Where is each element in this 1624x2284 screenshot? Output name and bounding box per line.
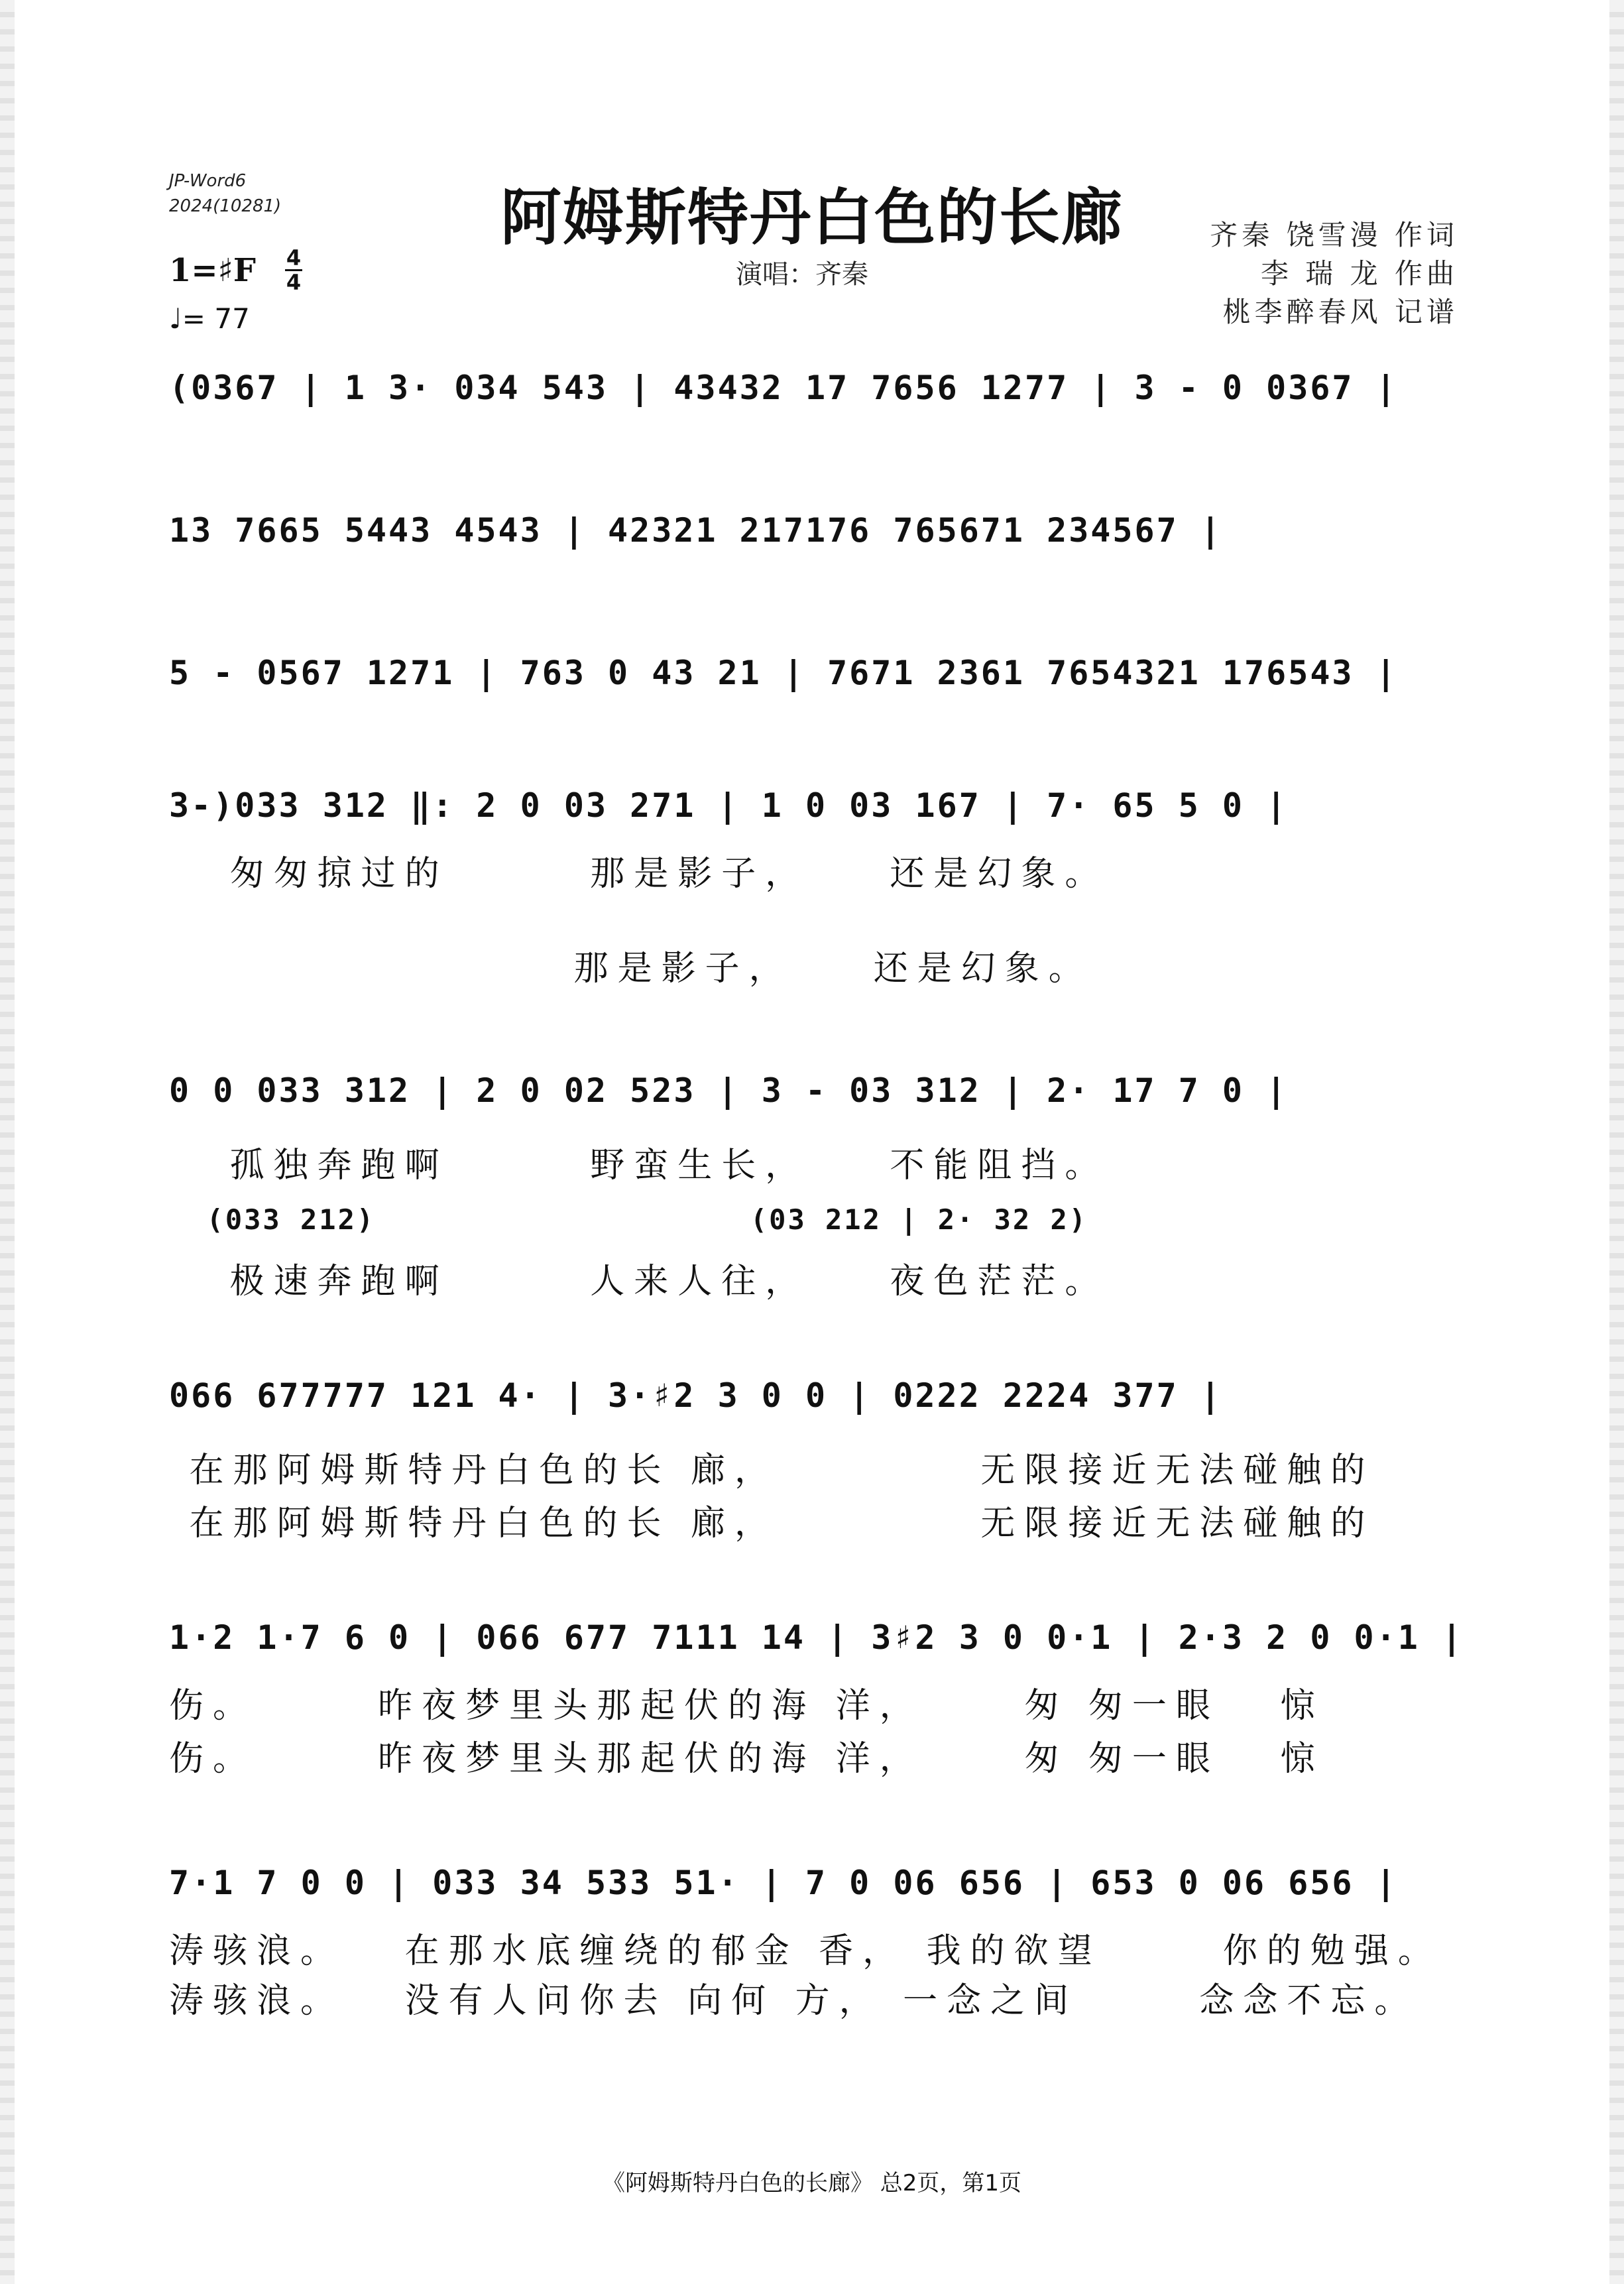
score-system-3: 5 - 0567 1271 | 763 0 43 21 | 7671 2361 7654321 176543 | [169, 654, 1398, 692]
lyric-verse-1: 匆匆掠过的 那是影子， 还是幻象。 [169, 854, 1109, 894]
time-denominator: 4 [286, 270, 302, 295]
time-numerator: 4 [286, 245, 302, 270]
score-system-7: 066 677777 121 4· | 3·♯2 3 0 0 | 0222 2224 377 | [169, 1376, 1222, 1415]
score-system-6: (033 212) (03 212 | 2· 32 2) [169, 1203, 1088, 1236]
composer-credit: 李 瑞 龙 作曲 [1260, 257, 1458, 290]
software-label: JP-Word6 [169, 171, 247, 191]
lyric-verse-2: 那是影子， 还是幻象。 [169, 949, 1092, 989]
lyric-verse-2: 伤。 昨夜梦里头那起伏的海 洋， 匆 匆一眼 惊 [169, 1739, 1324, 1779]
score-system-9: 7·1 7 0 0 | 033 34 533 51· | 7 0 06 656 | 653 0 06 656 | [169, 1864, 1398, 1902]
lyric-verse-1: 在那阿姆斯特丹白色的长 廊， 无限接近无法碰触的 [169, 1451, 1375, 1490]
lyric-verse-2: 涛骇浪。 没有人问你去 向何 方， 一念之间 念念不忘。 [169, 1981, 1419, 2021]
score-system-4: 3-)033 312 ‖: 2 0 03 271 | 1 0 03 167 | 7· 65 5 0 | [169, 786, 1289, 825]
score-system-5: 0 0 033 312 | 2 0 02 523 | 3 - 03 312 | 2· 17 7 0 | [169, 1071, 1289, 1110]
score-system-2: 13 7665 5443 4543 | 42321 217176 765671 234567 | [169, 511, 1222, 550]
transcriber-credit: 桃李醉春风 记谱 [1222, 296, 1458, 328]
lyric-verse-2: 在那阿姆斯特丹白色的长 廊， 无限接近无法碰触的 [169, 1504, 1375, 1543]
lyric-verse-1: 孤独奔跑啊 野蛮生长， 不能阻挡。 [169, 1146, 1109, 1185]
singer-label: 演唱：齐秦 [736, 259, 868, 290]
key-signature: 1=♯F [169, 252, 256, 289]
left-margin-strip [0, 0, 15, 2284]
lyric-verse-1: 伤。 昨夜梦里头那起伏的海 洋， 匆 匆一眼 惊 [169, 1686, 1324, 1726]
lyricist-credit: 齐秦 饶雪漫 作词 [1210, 219, 1458, 251]
time-signature [285, 247, 302, 294]
lyric-verse-2: 极速奔跑啊 人来人往， 夜色茫茫。 [169, 1262, 1109, 1301]
song-title: 阿姆斯特丹白色的长廊 [500, 182, 1124, 253]
page-footer: 《阿姆斯特丹白色的长廊》 总2页，第1页 [602, 2170, 1022, 2196]
lyric-verse-1: 涛骇浪。 在那水底缠绕的郁金 香， 我的欲望 你的勉强。 [169, 1931, 1442, 1971]
score-system-1: (0367 | 1 3· 034 543 | 43432 17 7656 1277 | 3 - 0 0367 | [169, 369, 1398, 407]
right-margin-strip [1609, 0, 1624, 2284]
tempo-marking: ♩= 77 [169, 302, 250, 335]
document-id: 2024(10281) [169, 196, 282, 216]
score-system-8: 1·2 1·7 6 0 | 066 677 7111 14 | 3♯2 3 0 0·1 | 2·3 2 0 0·1 | [169, 1618, 1464, 1657]
